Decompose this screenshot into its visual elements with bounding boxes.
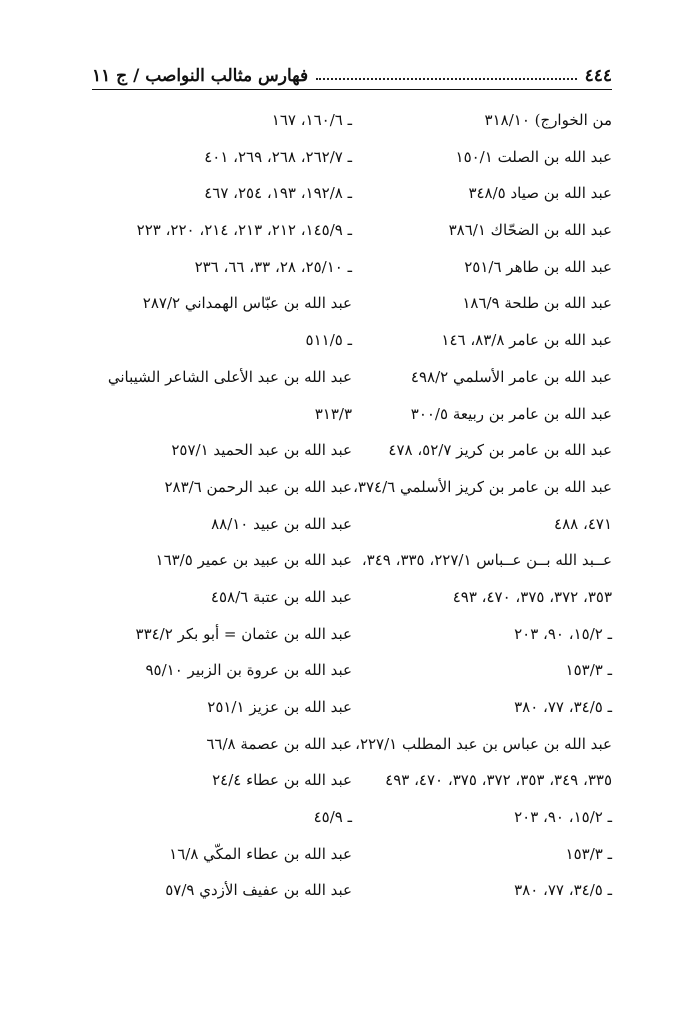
index-entry: ـ ١٤٥/٩، ٢١٢، ٢١٣، ٢١٤، ٢٢٠، ٢٢٣	[136, 221, 352, 240]
running-title: فهارس مثالب النواصب / ج ١١	[92, 66, 309, 86]
index-entry: عبد الله بن عثمان = أبو بكر ٣٣٤/٢	[135, 624, 352, 643]
index-entry: عبد الله بن عبد الأعلى الشاعر الشيباني	[107, 367, 352, 386]
index-entry: ٣٥٣، ٣٧٢، ٣٧٥، ٤٧٠، ٤٩٣	[452, 587, 612, 606]
index-entry: عبد الله بن عبيد ٨٨/١٠	[211, 514, 352, 533]
index-entry: عبد الله بن عطاء ٢٤/٤	[212, 771, 352, 790]
index-entry: عبد الله بن عامر بن كريز الأسلمي ٣٧٤/٦،	[353, 477, 612, 496]
index-entry: ـ ٣٤/٥، ٧٧، ٣٨٠	[514, 698, 612, 716]
index-entry: ـ ٢٥/١٠، ٢٨، ٣٣، ٦٦، ٢٣٦	[194, 257, 352, 276]
index-entry: ـ ١٩٢/٨، ١٩٣، ٢٥٤، ٤٦٧	[204, 184, 352, 203]
index-entry: ـ ٥١١/٥	[305, 331, 352, 350]
index-entry: عبد الله بن عبد الرحمن ٢٨٣/٦	[164, 477, 352, 496]
index-entry: ـ ١٥٣/٣	[565, 844, 612, 863]
index-entry: من الخوارج) ٣١٨/١٠	[484, 111, 612, 129]
index-entry: ٤٧١، ٤٨٨	[554, 514, 612, 533]
page-number: ٤٤٤	[584, 66, 612, 86]
index-entry: عبد الله بن عامر بن ربيعة ٣٠٠/٥	[410, 404, 612, 423]
index-entry: عبد الله بن عفيف الأزدي ٥٧/٩	[165, 881, 352, 900]
index-entry: عبد الله بن عبّاس الهمداني ٢٨٧/٢	[142, 294, 352, 313]
index-entry: عبد الله بن عطاء المكّي ١٦/٨	[169, 844, 352, 863]
index-entry: ـ ١٥/٢، ٩٠، ٢٠٣	[514, 624, 612, 643]
index-entry: عبد الله بن عروة بن الزبير ٩٥/١٠	[145, 661, 352, 680]
index-entry: ـ ٣٤/٥، ٧٧، ٣٨٠	[514, 881, 612, 900]
index-entry: عبد الله بن عباس بن عبد المطلب ٢٢٧/١،	[355, 734, 612, 753]
header-dot-leader	[316, 78, 576, 80]
index-entry: ٣٣٥، ٣٤٩، ٣٥٣، ٣٧٢، ٣٧٥، ٤٧٠، ٤٩٣	[385, 771, 612, 790]
index-entry: ـ ٢٦٢/٧، ٢٦٨، ٢٦٩، ٤٠١	[204, 147, 352, 166]
index-column-right	[342, 102, 612, 909]
index-entry: ٣١٣/٣	[314, 404, 352, 423]
index-entry: عبد الله بن عصمة ٦٦/٨	[206, 734, 352, 753]
index-entry: عبد الله بن عتبة ٤٥٨/٦	[210, 587, 352, 606]
index-entry: عبد الله بن الصلت ١٥٠/١	[455, 147, 612, 166]
index-entry: عبد الله بن عبيد بن عمير ١٦٣/٥	[155, 551, 352, 570]
index-entry: عبد الله بن عزيز ٢٥١/١	[207, 698, 352, 716]
index-entry: عــبد الله بــن عــباس ٢٢٧/١، ٣٣٥، ٣٤٩،	[361, 551, 612, 570]
index-entry: عبد الله بن عامر ٨٣/٨، ١٤٦	[441, 331, 612, 350]
index-entry: ـ ١٦٠/٦، ١٦٧	[271, 111, 352, 129]
index-entry: عبد الله بن صياد ٣٤٨/٥	[468, 184, 612, 203]
index-entry: عبد الله بن عامر الأسلمي ٤٩٨/٢	[410, 367, 612, 386]
page-header	[92, 60, 612, 86]
header-rule	[92, 89, 612, 90]
index-entry: عبد الله بن الضحّاك ٣٨٦/١	[448, 221, 612, 240]
index-entry: ـ ١٥/٢، ٩٠، ٢٠٣	[514, 808, 612, 827]
index-entry: عبد الله بن طلحة ١٨٦/٩	[462, 294, 612, 313]
index-entry: عبد الله بن عامر بن كريز ٥٢/٧، ٤٧٨	[388, 441, 612, 460]
index-entry: ـ ١٥٣/٣	[565, 661, 612, 680]
index-entry: عبد الله بن عبد الحميد ٢٥٧/١	[171, 441, 352, 460]
index-entry: ـ ٤٥/٩	[313, 808, 352, 827]
index-column-left	[82, 102, 352, 909]
index-entry: عبد الله بن طاهر ٢٥١/٦	[464, 257, 612, 276]
